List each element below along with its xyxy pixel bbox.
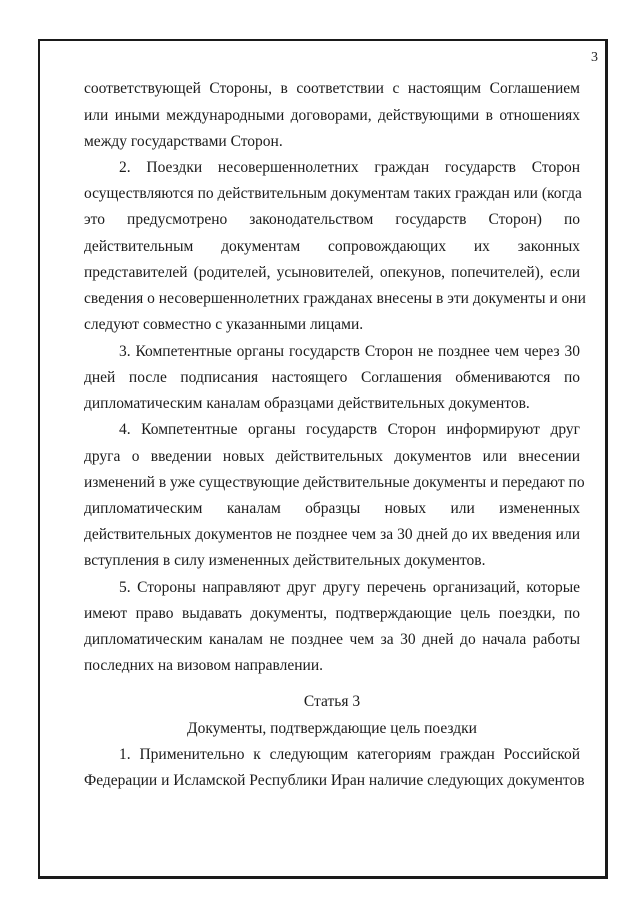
text-line: 1. Применительно к следующим категориям граждан Российской xyxy=(119,746,580,763)
text-line: Федерации и Исламской Республики Иран наличие следующих документов xyxy=(84,772,585,789)
text-line: 3. Компетентные органы государств Сторон не позднее чем через 30 xyxy=(119,343,580,360)
text-line: последних на визовом направлении. xyxy=(84,657,324,674)
text-line: дипломатическим каналам образцами действительных документов. xyxy=(84,395,530,412)
text-line: сведения о несовершеннолетних гражданах внесены в эти документы и они xyxy=(84,290,586,307)
text-line: между государствами Сторон. xyxy=(84,133,283,150)
text-line: 4. Компетентные органы государств Сторон информируют друг xyxy=(119,421,580,438)
text-line: изменений в уже существующие действительные документы и передают по xyxy=(84,474,585,491)
text-line: действительных документов не позднее чем за 30 дней до их введения или xyxy=(84,526,580,543)
text-line: соответствующей Стороны, в соответствии с настоящим Соглашением xyxy=(84,80,580,97)
text-line: имеют право выдавать документы, подтверждающие цель поездки, по xyxy=(84,605,580,622)
text-line: дней после подписания настоящего Соглашения обмениваются по xyxy=(84,369,580,386)
text-line: 2. Поездки несовершеннолетних граждан государств Сторон xyxy=(119,159,580,176)
text-line: дипломатическим каналам образцы новых или измененных xyxy=(84,500,580,517)
text-line: дипломатическим каналам не позднее чем за 30 дней до начала работы xyxy=(84,631,580,648)
text-line: следуют совместно с указанными лицами. xyxy=(84,316,364,333)
text-line: 5. Стороны направляют друг другу перечень организаций, которые xyxy=(119,579,580,596)
text-line: действительным документам сопровождающих их законных xyxy=(84,238,580,255)
text-line: вступления в силу измененных действительных документов. xyxy=(84,552,486,569)
text-line: осуществляются по действительным документам таких граждан или (когда xyxy=(84,185,582,202)
page-number: 3 xyxy=(591,50,598,65)
text-line: это предусмотрено законодательством государств Сторон) по xyxy=(84,211,580,228)
text-line: представителей (родителей, усыновителей, опекунов, попечителей), если xyxy=(84,264,580,281)
article-title: Документы, подтверждающие цель поездки xyxy=(187,720,477,737)
text-line: или иными международными договорами, действующими в отношениях xyxy=(84,107,580,124)
article-heading: Статья 3 xyxy=(303,693,361,710)
text-line: друга о введении новых действительных документов или внесении xyxy=(84,448,580,465)
